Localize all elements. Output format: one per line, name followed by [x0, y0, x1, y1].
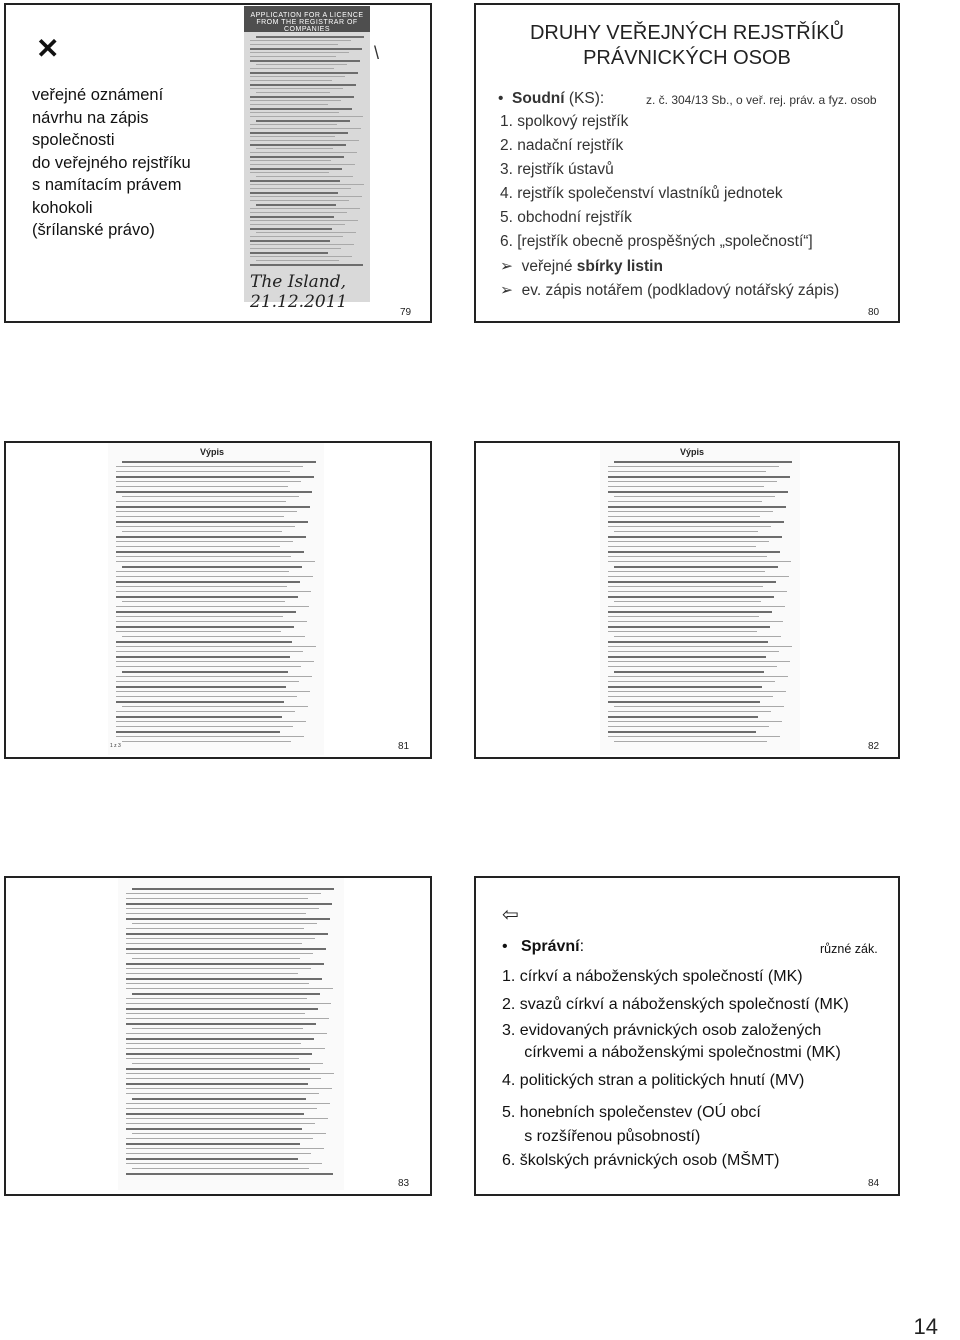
scan-text-line	[250, 72, 358, 74]
scan-text-line	[126, 953, 313, 954]
scan-text-line	[614, 531, 758, 532]
scan-text-line	[608, 521, 784, 523]
scan-text-line	[608, 616, 759, 617]
list-item: 4. rejstřík společenství vlastníků jednotek	[500, 185, 783, 202]
scan-text-line	[126, 913, 306, 914]
scan-text-line	[116, 471, 290, 472]
scan-text-line	[608, 576, 789, 577]
slide-79-line: veřejné oznámení	[32, 86, 164, 104]
list-item: • Správní:	[502, 938, 585, 955]
scan-text-line	[608, 541, 769, 542]
scan-text-line	[256, 64, 347, 65]
scan-text-line	[126, 988, 333, 989]
scan-text-line	[608, 726, 769, 727]
clipping-header: APPLICATION FOR A LICENCE FROM THE REGISTRAR OF COMPANIES	[244, 6, 370, 32]
scan-text-line	[250, 196, 362, 197]
scan-text-line	[608, 731, 756, 733]
scan-text-line	[116, 696, 297, 697]
arrow-bullet-icon: ➢	[500, 282, 522, 299]
scan-text-line	[608, 526, 771, 527]
scan-text-line	[608, 631, 757, 632]
scan-text-line	[116, 661, 314, 662]
scan-text-line	[608, 546, 756, 547]
scan-text-line	[126, 983, 309, 984]
scan-text-line	[614, 741, 767, 742]
scan-text-line	[116, 481, 301, 482]
scan-text-line	[122, 531, 282, 532]
extract-footer: 1 z 3	[110, 743, 121, 749]
scan-text-line	[126, 1138, 313, 1139]
scan-text-line	[608, 721, 782, 722]
arrow-bullet-icon: ➢	[500, 258, 522, 275]
clipping-signature: The Island, 21.12.2011	[250, 272, 348, 312]
scan-text-line	[250, 224, 345, 225]
scan-text-line	[116, 581, 300, 583]
scan-text-line	[132, 1063, 323, 1064]
scan-text-line	[608, 586, 763, 587]
scan-text-line	[126, 1093, 319, 1094]
scan-text-line	[250, 56, 336, 57]
scan-text-line	[126, 1083, 308, 1085]
slide-79-line: návrhu na zápis	[32, 108, 149, 127]
scan-text-line	[126, 1038, 314, 1040]
scan-text-line	[250, 160, 331, 161]
scan-text-line	[126, 1158, 298, 1160]
slide-79-line: (šrílanské právo)	[32, 221, 155, 239]
scan-text-line	[126, 908, 319, 909]
scan-text-line	[250, 184, 364, 185]
scan-text-line	[608, 551, 780, 553]
scan-text-line	[608, 591, 787, 592]
list-item: 6. [rejstřík obecně prospěšných „společností“]	[500, 233, 813, 250]
slide-79-line: společnosti	[32, 131, 115, 149]
scan-text-line	[126, 1073, 334, 1074]
slide-83	[4, 876, 432, 1196]
scan-text-line	[250, 172, 329, 173]
scan-text-line	[614, 706, 784, 707]
scan-text-line	[116, 646, 316, 647]
slide-80	[474, 3, 900, 323]
scan-text-line	[116, 516, 284, 517]
scan-text-line	[608, 696, 773, 697]
scan-text-line	[116, 656, 290, 658]
scan-text-line	[116, 616, 283, 617]
scan-text-line	[132, 888, 334, 890]
scan-text-line	[250, 76, 345, 77]
scan-text-line	[116, 511, 297, 512]
page-number: 14	[913, 1314, 938, 1339]
scan-text-line	[608, 506, 786, 508]
scan-text-line	[608, 646, 792, 647]
scan-text-line	[608, 511, 773, 512]
scan-text-line	[132, 1133, 326, 1134]
scan-text-line	[126, 938, 315, 939]
list-item: 2. nadační rejstřík	[500, 137, 624, 154]
scan-text-line	[116, 736, 304, 737]
scan-text-line	[126, 1103, 330, 1104]
back-arrow-icon: ⇦	[502, 904, 519, 926]
scan-text-line	[116, 631, 281, 632]
scan-text-line	[116, 541, 293, 542]
scan-text-line	[126, 1013, 305, 1014]
scan-text-line	[608, 716, 758, 718]
scan-text-line	[250, 152, 357, 153]
scan-text-line	[116, 546, 280, 547]
scan-text-line	[126, 1143, 300, 1145]
scan-text-line	[250, 44, 338, 45]
scanned-register-extract	[600, 443, 800, 755]
slide-title: DRUHY VEŘEJNÝCH REJSTŘÍKŮ PRÁVNICKÝCH OSOB	[529, 22, 845, 69]
law-reference: různé zák.	[820, 942, 878, 956]
scan-text-line	[250, 116, 363, 117]
scan-text-line	[608, 691, 786, 692]
scan-text-line	[608, 536, 782, 538]
scan-text-line	[250, 156, 344, 158]
scan-text-line	[256, 92, 330, 93]
slide-number: 83	[398, 1178, 410, 1189]
scan-text-line	[608, 681, 775, 682]
scan-text-line	[608, 621, 783, 622]
scan-text-line	[256, 232, 356, 233]
scan-text-line	[250, 256, 352, 257]
scan-text-line	[250, 144, 346, 146]
list-item: 2. svazů církví a náboženských společností (MK)	[502, 996, 849, 1013]
scan-text-line	[116, 676, 312, 677]
list-item: 3. evidovaných právnických osob založených	[502, 1022, 822, 1039]
scan-text-line	[122, 636, 305, 637]
scan-text-line	[116, 596, 298, 598]
scan-text-line	[256, 176, 353, 177]
scan-text-line	[126, 933, 328, 935]
scan-text-line	[116, 576, 313, 577]
scan-text-line	[116, 591, 311, 592]
scan-text-line	[250, 108, 352, 110]
scan-text-line	[608, 666, 777, 667]
bullet-icon: •	[498, 90, 513, 107]
scan-text-line	[250, 112, 339, 113]
scan-text-line	[116, 731, 280, 733]
scan-text-line	[250, 48, 362, 50]
scan-text-line	[608, 711, 771, 712]
scan-text-line	[126, 893, 321, 894]
scan-text-line	[250, 248, 341, 249]
scanned-register-extract	[108, 443, 324, 755]
scan-text-line	[116, 651, 303, 652]
scan-text-line	[126, 928, 304, 929]
scan-text-line	[250, 84, 356, 86]
scan-text-line	[250, 212, 347, 213]
scanned-clipping	[244, 6, 370, 312]
list-item: 6. školských právnických osob (MŠMT)	[502, 1152, 780, 1169]
scan-text-line	[126, 978, 322, 980]
scan-text-line	[132, 1098, 306, 1100]
list-item: 5. honebních společenstev (OÚ obcí	[502, 1104, 761, 1121]
scan-text-line	[250, 192, 338, 194]
scan-text-line	[250, 164, 355, 165]
scan-text-line	[250, 88, 343, 89]
scan-text-line	[608, 481, 777, 482]
scan-text-line	[614, 601, 761, 602]
law-reference: z. č. 304/13 Sb., o veř. rej. práv. a fyz. osob	[646, 93, 877, 107]
scan-text-line	[126, 1088, 332, 1089]
slide-number: 79	[400, 307, 412, 318]
scan-text-line	[250, 252, 328, 254]
scan-text-line	[250, 124, 337, 125]
scan-text-line	[126, 1008, 318, 1010]
scan-text-line	[126, 1113, 304, 1115]
scan-text-line	[126, 1048, 325, 1049]
scan-text-line	[608, 501, 762, 502]
register-list	[498, 90, 898, 310]
scan-text-line	[250, 200, 349, 201]
list-item: ➢ veřejné sbírky listin	[500, 258, 663, 275]
scan-text-line	[250, 208, 360, 209]
close-icon: ✕	[36, 33, 60, 64]
scan-text-line	[256, 260, 339, 261]
scan-text-line	[608, 626, 770, 628]
scan-text-line	[122, 461, 316, 463]
scan-text-line	[116, 691, 310, 692]
scan-text-line	[116, 526, 295, 527]
scan-text-line	[126, 1058, 299, 1059]
scan-text-line	[250, 128, 361, 129]
scan-text-line	[122, 566, 302, 568]
scan-text-line	[116, 716, 282, 718]
scan-text-line	[126, 1148, 324, 1149]
scan-text-line	[116, 621, 307, 622]
scan-text-line	[126, 1153, 311, 1154]
scan-text-line	[250, 216, 334, 218]
scan-text-line	[116, 666, 301, 667]
extract-title: Výpis	[680, 447, 705, 457]
register-list	[502, 938, 892, 1178]
scan-text-line	[116, 561, 315, 562]
scan-text-line	[132, 958, 300, 959]
scan-text-line	[126, 1018, 329, 1019]
scan-text-line	[116, 556, 291, 557]
scan-text-line	[250, 180, 340, 182]
scan-text-line	[250, 40, 351, 41]
scan-text-line	[608, 701, 760, 703]
slide-number: 80	[868, 307, 880, 318]
scan-text-line	[126, 1118, 328, 1119]
scan-text-line	[126, 1108, 317, 1109]
scan-text-line	[116, 721, 306, 722]
scan-text-line	[116, 711, 295, 712]
scan-text-line	[608, 581, 776, 583]
scan-text-line	[608, 556, 767, 557]
scan-text-line	[250, 140, 359, 141]
scan-text-line	[122, 706, 308, 707]
scan-text-line	[250, 96, 354, 98]
scan-text-line	[608, 736, 780, 737]
slide-79-line: do veřejného rejstříku	[32, 153, 191, 172]
scan-text-line	[116, 506, 310, 508]
scan-text-line	[250, 104, 328, 105]
scan-text-line	[250, 264, 363, 266]
scan-text-line	[122, 601, 285, 602]
scan-text-line	[116, 466, 303, 467]
list-item: 5. obchodní rejstřík	[500, 209, 632, 226]
scan-text-line	[126, 898, 308, 899]
scan-text-line	[116, 536, 306, 538]
scan-text-line	[250, 236, 343, 237]
scan-text-line	[116, 611, 296, 613]
scan-text-line	[614, 671, 764, 673]
slide-number: 81	[398, 741, 410, 752]
scan-text-line	[126, 1128, 302, 1130]
scan-text-line	[608, 651, 779, 652]
scan-text-line	[250, 220, 358, 221]
scan-text-line	[116, 701, 284, 703]
slide-number: 82	[868, 741, 880, 752]
slide-number: 84	[868, 1178, 880, 1189]
scan-text-line	[256, 120, 350, 122]
scan-text-line	[126, 968, 311, 969]
scan-text-line	[614, 461, 792, 463]
list-item: • Soudní (KS):	[498, 90, 605, 107]
slide-79-line: s namítacím právem	[32, 176, 182, 194]
scan-text-line	[256, 148, 333, 149]
list-item: s rozšířenou působností)	[502, 1128, 701, 1145]
scan-text-line	[116, 491, 312, 493]
scan-text-line	[126, 963, 324, 965]
scan-text-line	[608, 571, 765, 572]
scan-text-line	[116, 641, 292, 643]
scanned-register-extract	[118, 878, 344, 1190]
scan-text-line	[608, 491, 788, 493]
scan-text-line	[126, 1068, 310, 1070]
scan-text-line	[608, 656, 766, 658]
scan-text-line	[116, 726, 293, 727]
scan-text-line	[256, 36, 364, 38]
scan-text-line	[122, 671, 288, 673]
slide-82	[474, 441, 900, 759]
scan-text-line	[116, 626, 294, 628]
slide-81	[4, 441, 432, 759]
scan-text-line	[126, 1023, 316, 1025]
scan-text-line	[132, 923, 317, 924]
scan-text-line	[250, 52, 349, 53]
scan-text-line	[126, 1163, 322, 1164]
scan-text-line	[126, 1043, 301, 1044]
list-item: 1. spolkový rejstřík	[500, 113, 629, 130]
scan-text-line	[126, 1003, 331, 1004]
scan-text-line	[126, 903, 332, 905]
scan-text-line	[116, 486, 288, 487]
scan-text-line	[250, 80, 332, 81]
scan-text-line	[126, 948, 326, 950]
scan-text-line	[122, 741, 291, 742]
list-item: ➢ ev. zápis notářem (podkladový notářský zápis)	[500, 282, 840, 299]
scan-text-line	[250, 68, 334, 69]
scan-text-line	[608, 596, 774, 598]
slide-79	[4, 3, 432, 323]
scan-text-line	[614, 566, 778, 568]
slide-79-text	[32, 84, 191, 242]
scan-text-line	[250, 168, 342, 170]
scan-text-line	[608, 641, 768, 643]
scan-text-line	[132, 993, 320, 995]
scan-text-line	[126, 998, 307, 999]
scan-text-line	[126, 1078, 321, 1079]
bullet-icon: •	[502, 938, 521, 955]
scan-text-line	[126, 943, 302, 944]
scan-text-line	[132, 1168, 309, 1169]
scan-text-line	[614, 636, 781, 637]
scan-text-line	[116, 606, 309, 607]
scan-text-line	[614, 496, 775, 497]
scan-text-line	[116, 681, 299, 682]
scan-text-line	[250, 228, 332, 230]
slide-79-line: kohokoli	[32, 198, 93, 217]
scan-text-line	[608, 486, 764, 487]
scan-text-line	[116, 501, 286, 502]
scan-text-line	[126, 918, 330, 920]
scan-text-line	[608, 561, 791, 562]
scan-text-line	[608, 676, 788, 677]
scan-text-line	[608, 611, 772, 613]
list-item: 3. rejstřík ústavů	[500, 161, 614, 178]
scan-text-line	[608, 471, 766, 472]
scan-text-line	[126, 1123, 315, 1124]
scan-text-line	[250, 60, 360, 62]
list-item: 4. politických stran a politických hnutí (MV)	[502, 1072, 805, 1089]
scan-text-line	[256, 204, 336, 206]
scan-text-line	[250, 136, 335, 137]
scan-text-line	[116, 476, 314, 478]
list-item: církvemi a náboženskými společnostmi (MK)	[502, 1044, 841, 1061]
scan-text-line	[608, 606, 785, 607]
scan-text-line	[116, 586, 287, 587]
list-item: 1. církví a náboženských společností (MK)	[502, 968, 803, 985]
slide-84	[474, 876, 900, 1196]
extract-title: Výpis	[200, 447, 225, 457]
scan-text-line	[122, 496, 299, 497]
scan-text-line	[250, 244, 354, 245]
scan-text-line	[250, 132, 348, 134]
scan-text-line	[116, 571, 289, 572]
scan-text-line	[126, 1033, 327, 1034]
scan-text-line	[132, 1028, 303, 1029]
scan-text-line	[116, 551, 304, 553]
scan-text-line	[250, 100, 341, 101]
scan-text-line	[608, 466, 779, 467]
scan-text-line	[250, 188, 351, 189]
scan-text-line	[608, 476, 790, 478]
scan-text-line	[126, 1053, 312, 1055]
scan-text-line	[126, 1173, 333, 1175]
scan-text-line	[608, 516, 760, 517]
scan-text-line	[116, 686, 286, 688]
scan-text-line	[250, 240, 330, 242]
bracket-mark: \	[374, 43, 380, 63]
scan-text-line	[126, 973, 298, 974]
scan-text-line	[608, 686, 762, 688]
scan-text-line	[608, 661, 790, 662]
scan-text-line	[116, 521, 308, 523]
